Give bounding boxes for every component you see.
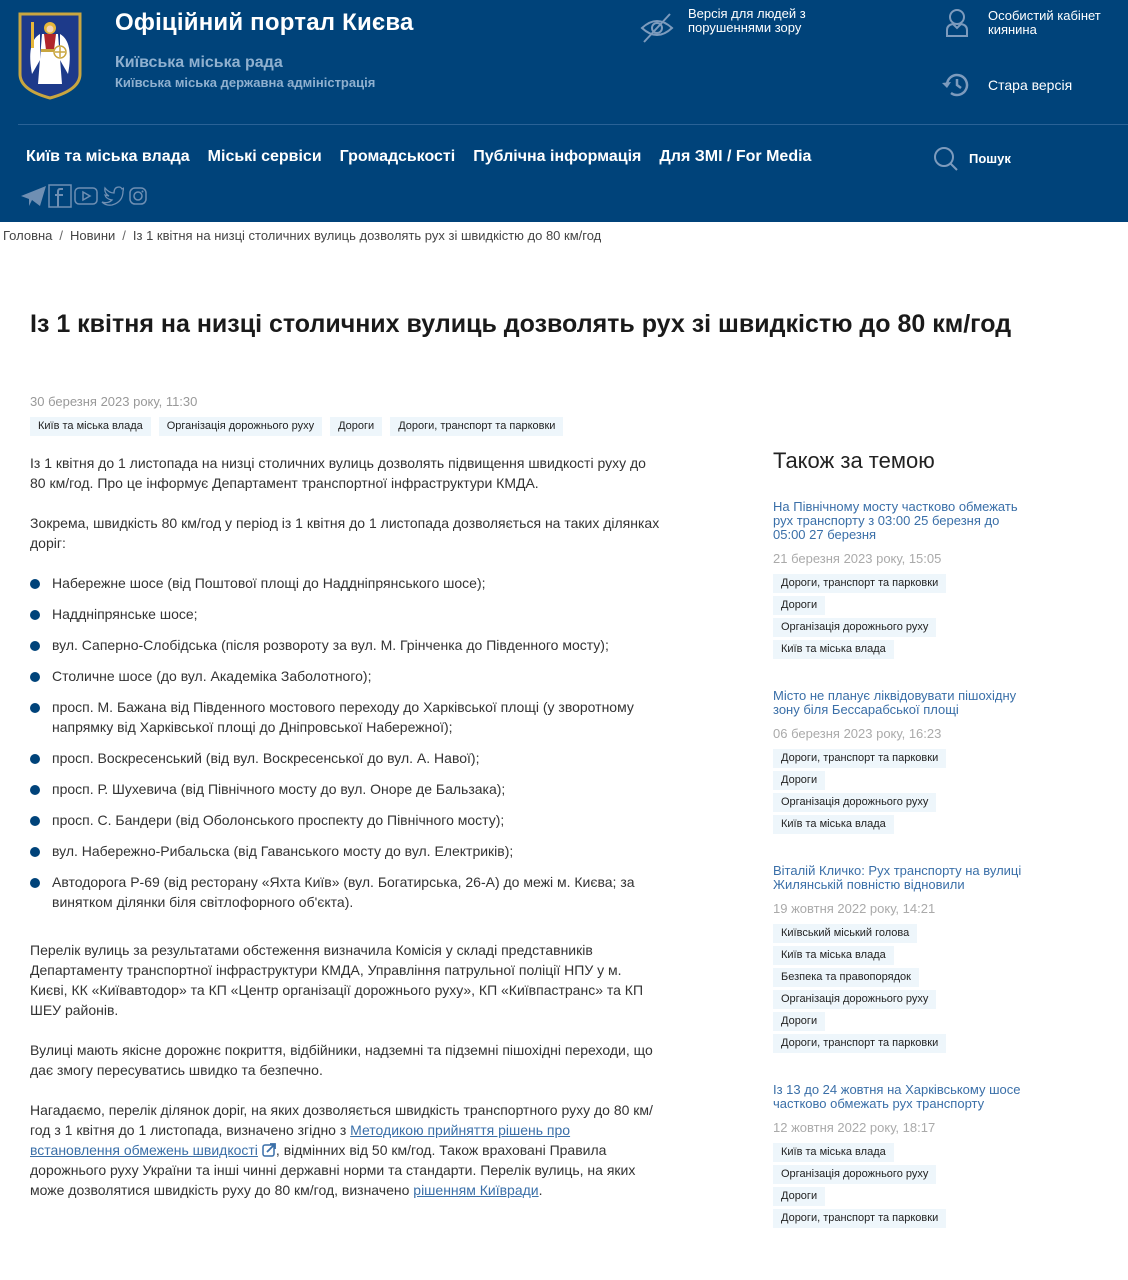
road-text: Наддніпрянське шосе; — [52, 606, 198, 622]
bullet-icon — [30, 847, 40, 857]
road-text: просп. Воскресенський (від вул. Воскресенської до вул. А. Навої); — [52, 750, 480, 766]
bullet-icon — [30, 816, 40, 826]
personal-cabinet-link[interactable]: Особистий кабінет киянина — [988, 8, 1101, 37]
breadcrumb-separator: / — [122, 228, 126, 243]
reminder-paragraph — [30, 1100, 660, 1200]
nav-item-kyiv-authorities[interactable]: Київ та міська влада — [26, 148, 190, 165]
article-title: Із 1 квітня на низці столичних вулиць дозволять рух зі швидкістю до 80 км/год — [30, 310, 1012, 338]
main-nav — [26, 148, 811, 166]
bullet-icon — [30, 672, 40, 682]
reminder-text: , відмінних від 50 км/год. Також враховані Правила дорожнього руху України та інші чинні державні норми та стандарти. Перелік вулиць, на яких може дозволятися швидкість руху до 80 км/год, визначено — [30, 1142, 636, 1198]
road-text: Автодорога Р-69 (від ресторану «Яхта Київ» (вул. Богатирська, 26-А) до межі м. Києва; за винятком ділянки біля світлофорного об'єкта). — [52, 874, 635, 910]
header-divider — [18, 124, 1128, 125]
sidebar-title: Також за темою — [773, 448, 935, 473]
breadcrumb-news[interactable]: Новини — [70, 228, 116, 243]
instagram-icon[interactable] — [126, 184, 150, 208]
history-icon[interactable] — [941, 72, 969, 98]
related-tag[interactable]: Дороги, транспорт та парковки — [773, 574, 946, 593]
city-council-label: Київська міська рада — [115, 54, 283, 71]
nav-item-city-services[interactable]: Міські сервіси — [207, 148, 322, 165]
road-item — [30, 872, 660, 912]
bullet-icon — [30, 579, 40, 589]
youtube-icon[interactable] — [74, 184, 98, 208]
related-tag[interactable]: Дороги — [773, 1012, 825, 1031]
road-item — [30, 748, 660, 768]
article-tag[interactable]: Дороги, транспорт та парковки — [390, 417, 563, 436]
related-news-tags — [773, 749, 1023, 834]
road-text: вул. Набережно-Рибальска (від Гаванського мосту до вул. Електриків); — [52, 843, 514, 859]
road-item — [30, 604, 660, 624]
eye-slash-icon[interactable] — [640, 12, 674, 44]
related-tag[interactable]: Дороги — [773, 771, 825, 790]
article-tag[interactable]: Київ та міська влада — [30, 417, 151, 436]
road-text: просп. С. Бандери (від Оболонського проспекту до Північного мосту); — [52, 812, 505, 828]
reminder-text: . — [538, 1182, 543, 1198]
nav-item-for-media[interactable]: Для ЗМІ / For Media — [659, 148, 812, 165]
site-header — [0, 0, 1128, 222]
article-date: 30 березня 2023 року, 11:30 — [30, 394, 198, 409]
related-tag[interactable]: Дороги, транспорт та парковки — [773, 1209, 946, 1228]
city-administration-label: Київська міська державна адміністрація — [115, 75, 376, 90]
related-tag[interactable]: Організація дорожнього руху — [773, 990, 936, 1009]
related-tag[interactable]: Київ та міська влада — [773, 815, 894, 834]
bullet-icon — [30, 703, 40, 713]
article-tags — [30, 417, 563, 436]
kyiv-coat-of-arms-logo[interactable] — [18, 12, 82, 100]
related-news-date: 19 жовтня 2022 року, 14:21 — [773, 901, 936, 916]
related-news-tags — [773, 574, 1023, 659]
related-news-tags — [773, 1143, 1023, 1228]
related-tag[interactable]: Київ та міська влада — [773, 946, 894, 965]
low-vision-version-link[interactable]: Версія для людей з порушеннями зору — [688, 6, 806, 35]
road-item — [30, 841, 660, 861]
related-tag[interactable]: Київ та міська влада — [773, 640, 894, 659]
roads-list — [30, 573, 660, 912]
road-item — [30, 779, 660, 799]
related-tag[interactable]: Організація дорожнього руху — [773, 793, 936, 812]
related-tag[interactable]: Організація дорожнього руху — [773, 1165, 936, 1184]
related-news-title[interactable]: Місто не планує ліквідовувати пішохідну зону біля Бессарабської площі — [773, 688, 1017, 717]
old-version-link[interactable]: Стара версія — [988, 77, 1073, 93]
related-news-item — [773, 500, 1023, 659]
related-tag[interactable]: Дороги — [773, 1187, 825, 1206]
related-tag[interactable]: Організація дорожнього руху — [773, 618, 936, 637]
road-text: просп. Р. Шухевича (від Північного мосту до вул. Оноре де Бальзака); — [52, 781, 506, 797]
search-icon[interactable] — [933, 146, 959, 172]
quality-paragraph: Вулиці мають якісне дорожнє покриття, відбійники, надземні та підземні пішохідні переходи, що дає змогу пересуватись швидко та безпечно. — [30, 1042, 653, 1078]
bullet-icon — [30, 754, 40, 764]
breadcrumb — [3, 228, 601, 243]
nav-item-public[interactable]: Громадськості — [339, 148, 456, 165]
road-item — [30, 666, 660, 686]
facebook-icon[interactable] — [48, 184, 72, 208]
related-news-tags — [773, 924, 1023, 1053]
related-news-date: 06 березня 2023 року, 16:23 — [773, 726, 942, 741]
road-item — [30, 573, 660, 593]
bullet-icon — [30, 610, 40, 620]
related-news-title[interactable]: На Північному мосту частково обмежать рух транспорту з 03:00 25 березня до 05:00 27 березня — [773, 499, 1018, 542]
road-text: Набережне шосе (від Поштової площі до Наддніпрянського шосе); — [52, 575, 486, 591]
related-news-title[interactable]: Із 13 до 24 жовтня на Харківському шосе частково обмежать рух транспорту — [773, 1082, 1021, 1111]
article-body — [30, 453, 660, 1220]
article-intro: Із 1 квітня до 1 листопада на низці столичних вулиць дозволять підвищення швидкості руху до 80 км/год. Про це інформує Департамент транспортної інфраструктури КМДА. — [30, 455, 646, 491]
related-news-item — [773, 689, 1023, 834]
related-tag[interactable]: Київ та міська влада — [773, 1143, 894, 1162]
breadcrumb-current: Із 1 квітня на низці столичних вулиць дозволять рух зі швидкістю до 80 км/год — [132, 228, 602, 243]
site-title[interactable]: Офіційний портал Києва — [115, 9, 414, 36]
related-news-date: 21 березня 2023 року, 15:05 — [773, 551, 942, 566]
road-item — [30, 635, 660, 655]
telegram-icon[interactable] — [18, 184, 46, 208]
road-text: просп. М. Бажана від Південного мостового переходу до Харківської площі (у зворотному напрямку від Харківської площі до Дніпровської Набережної); — [52, 699, 634, 735]
social-links — [18, 184, 150, 208]
bullet-icon — [30, 878, 40, 888]
bullet-icon — [30, 641, 40, 651]
methodology-link[interactable]: Методикою прийняття рішень про встановлення обмежень швидкості — [30, 1122, 571, 1158]
user-icon[interactable] — [945, 8, 969, 38]
breadcrumb-home[interactable]: Головна — [3, 228, 53, 243]
related-tag[interactable]: Дороги, транспорт та парковки — [773, 1034, 946, 1053]
article-tag[interactable]: Дороги — [330, 417, 382, 436]
commission-paragraph: Перелік вулиць за результатами обстеження визначила Комісія у складі представників Департаменту транспортної інфраструктури КМДА, Управління патрульної поліції НПУ у м. Києві, КК «Київавтодор» та КП «Центр організації дорожнього руху», КП «Київпастранс» та КП ШЕУ районів. — [30, 942, 644, 1018]
related-tag[interactable]: Дороги — [773, 596, 825, 615]
bullet-icon — [30, 785, 40, 795]
search-button[interactable]: Пошук — [969, 151, 1011, 166]
related-news-date: 12 жовтня 2022 року, 18:17 — [773, 1120, 936, 1135]
road-text: вул. Саперно-Слобідська (після розвороту за вул. М. Грінченка до Південного мосту); — [52, 637, 609, 653]
related-news-sidebar — [773, 448, 1023, 1258]
roads-list-intro: Зокрема, швидкість 80 км/год у період із 1 квітня до 1 листопада дозволяється на таких ділянках доріг: — [30, 515, 660, 551]
related-news-title[interactable]: Віталій Кличко: Рух транспорту на вулиці Жилянській повністю відновили — [773, 863, 1022, 892]
breadcrumb-separator: / — [59, 228, 64, 243]
reminder-text: Нагадаємо, перелік ділянок доріг, на яких дозволяється швидкість транспортного руху до 80 км/год з 1 квітня до 1 листопада, визначено згідно з — [30, 1102, 653, 1138]
article-tag[interactable]: Організація дорожнього руху — [159, 417, 322, 436]
related-tag[interactable]: Дороги, транспорт та парковки — [773, 749, 946, 768]
related-tag[interactable]: Київський міський голова — [773, 924, 917, 943]
road-text: Столичне шосе (до вул. Академіка Заболотного); — [52, 668, 372, 684]
road-item — [30, 810, 660, 830]
nav-item-public-information[interactable]: Публічна інформація — [473, 148, 642, 165]
kyivrada-decision-link[interactable]: рішенням Київради — [413, 1182, 539, 1198]
related-tag[interactable]: Безпека та правопорядок — [773, 968, 919, 987]
road-item — [30, 697, 660, 737]
twitter-icon[interactable] — [100, 184, 124, 208]
related-news-item — [773, 1083, 1023, 1228]
related-news-item — [773, 864, 1023, 1053]
external-link-icon[interactable] — [262, 1143, 276, 1157]
